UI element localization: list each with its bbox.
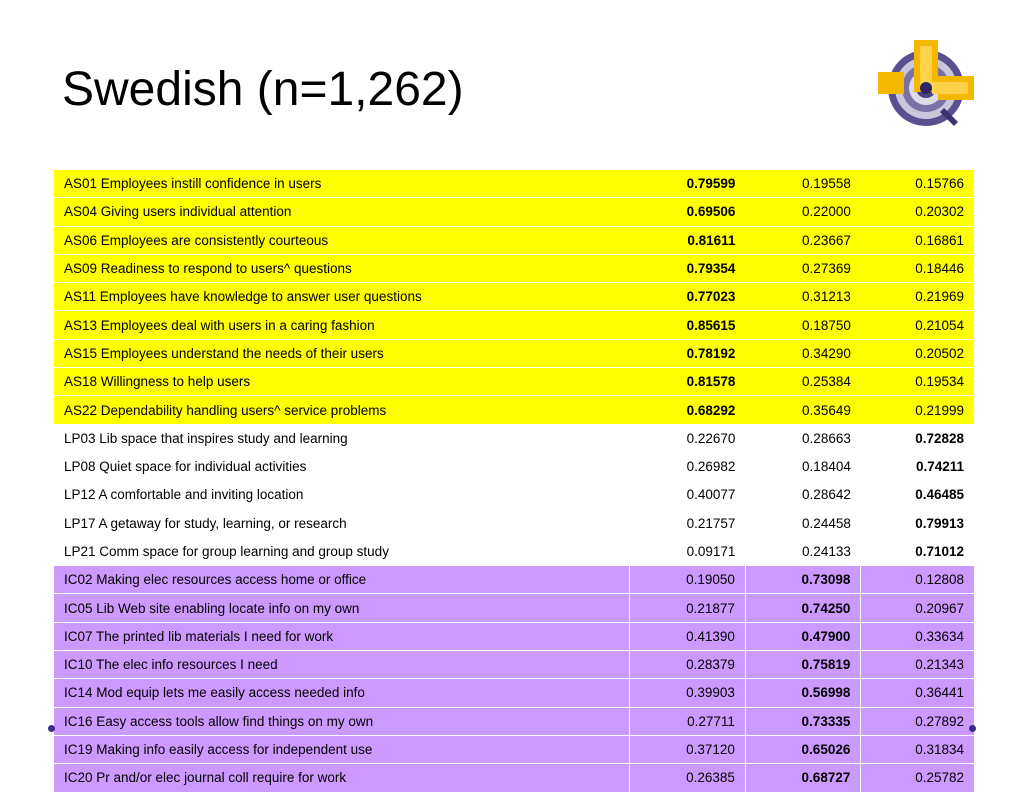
- item-label: AS13 Employees deal with users in a caring fashion: [54, 311, 630, 339]
- loading-value-1: 0.68292: [630, 396, 745, 424]
- loading-value-3: 0.18446: [861, 254, 974, 282]
- loading-value-3: 0.20967: [861, 594, 974, 622]
- item-label: IC02 Making elec resources access home or office: [54, 566, 630, 594]
- loading-value-3: 0.72828: [861, 424, 974, 452]
- loading-value-2: 0.25384: [745, 368, 860, 396]
- item-label: LP08 Quiet space for individual activities: [54, 452, 630, 480]
- item-label: LP17 A getaway for study, learning, or research: [54, 509, 630, 537]
- item-label: AS15 Employees understand the needs of their users: [54, 339, 630, 367]
- item-label: AS09 Readiness to respond to users^ questions: [54, 254, 630, 282]
- loading-value-2: 0.74250: [745, 594, 860, 622]
- loading-value-1: 0.81578: [630, 368, 745, 396]
- table-row: [54, 537, 974, 565]
- clock-target-icon: [874, 36, 978, 132]
- loading-value-1: 0.79599: [630, 170, 745, 198]
- item-label: IC05 Lib Web site enabling locate info on my own: [54, 594, 630, 622]
- loading-value-2: 0.31213: [745, 283, 860, 311]
- loading-value-3: 0.74211: [861, 452, 974, 480]
- item-label: IC16 Easy access tools allow find things on my own: [54, 707, 630, 735]
- loading-value-3: 0.12808: [861, 566, 974, 594]
- loading-value-2: 0.18750: [745, 311, 860, 339]
- loading-value-1: 0.81611: [630, 226, 745, 254]
- item-label: LP03 Lib space that inspires study and learning: [54, 424, 630, 452]
- loading-value-3: 0.46485: [861, 481, 974, 509]
- loading-value-2: 0.75819: [745, 651, 860, 679]
- loading-value-3: 0.21999: [861, 396, 974, 424]
- loading-value-2: 0.34290: [745, 339, 860, 367]
- loading-value-3: 0.21969: [861, 283, 974, 311]
- loading-value-2: 0.19558: [745, 170, 860, 198]
- loading-value-1: 0.26982: [630, 452, 745, 480]
- loading-value-3: 0.21054: [861, 311, 974, 339]
- loading-value-1: 0.26385: [630, 764, 745, 792]
- table-row: [54, 566, 974, 594]
- loading-value-2: 0.23667: [745, 226, 860, 254]
- loading-value-2: 0.27369: [745, 254, 860, 282]
- table-row: [54, 481, 974, 509]
- table-row: [54, 254, 974, 282]
- table-row: [54, 368, 974, 396]
- loading-value-2: 0.56998: [745, 679, 860, 707]
- loading-value-1: 0.21877: [630, 594, 745, 622]
- loading-value-2: 0.73335: [745, 707, 860, 735]
- table-row: [54, 424, 974, 452]
- table-row: [54, 735, 974, 763]
- item-label: IC10 The elec info resources I need: [54, 651, 630, 679]
- item-label: AS06 Employees are consistently courteous: [54, 226, 630, 254]
- table-row: [54, 622, 974, 650]
- item-label: LP12 A comfortable and inviting location: [54, 481, 630, 509]
- table-row: [54, 594, 974, 622]
- item-label: LP21 Comm space for group learning and group study: [54, 537, 630, 565]
- loading-value-3: 0.33634: [861, 622, 974, 650]
- loading-value-2: 0.22000: [745, 198, 860, 226]
- item-label: AS11 Employees have knowledge to answer user questions: [54, 283, 630, 311]
- loading-value-2: 0.28642: [745, 481, 860, 509]
- item-label: IC20 Pr and/or elec journal coll require for work: [54, 764, 630, 792]
- table-row: [54, 396, 974, 424]
- loading-value-1: 0.22670: [630, 424, 745, 452]
- loading-value-3: 0.16861: [861, 226, 974, 254]
- loading-value-2: 0.73098: [745, 566, 860, 594]
- table-row: [54, 311, 974, 339]
- loading-value-1: 0.77023: [630, 283, 745, 311]
- loading-value-2: 0.65026: [745, 735, 860, 763]
- table-row: [54, 226, 974, 254]
- loading-value-3: 0.20302: [861, 198, 974, 226]
- loading-value-3: 0.79913: [861, 509, 974, 537]
- loading-value-1: 0.85615: [630, 311, 745, 339]
- table-row: [54, 679, 974, 707]
- table-row: [54, 283, 974, 311]
- loading-value-3: 0.19534: [861, 368, 974, 396]
- loading-value-2: 0.47900: [745, 622, 860, 650]
- item-label: AS18 Willingness to help users: [54, 368, 630, 396]
- loading-value-3: 0.36441: [861, 679, 974, 707]
- page-title: Swedish (n=1,262): [62, 63, 464, 116]
- loading-value-3: 0.15766: [861, 170, 974, 198]
- loading-value-2: 0.35649: [745, 396, 860, 424]
- loading-value-1: 0.41390: [630, 622, 745, 650]
- loading-value-1: 0.78192: [630, 339, 745, 367]
- item-label: AS22 Dependability handling users^ service problems: [54, 396, 630, 424]
- item-label: IC19 Making info easily access for independent use: [54, 735, 630, 763]
- loading-value-1: 0.09171: [630, 537, 745, 565]
- loading-value-3: 0.27892: [861, 707, 974, 735]
- loading-value-1: 0.27711: [630, 707, 745, 735]
- loading-value-2: 0.24458: [745, 509, 860, 537]
- loading-value-1: 0.79354: [630, 254, 745, 282]
- item-label: IC14 Mod equip lets me easily access needed info: [54, 679, 630, 707]
- loading-value-3: 0.71012: [861, 537, 974, 565]
- loading-value-1: 0.28379: [630, 651, 745, 679]
- loading-value-2: 0.28663: [745, 424, 860, 452]
- loading-value-3: 0.31834: [861, 735, 974, 763]
- item-label: IC07 The printed lib materials I need for work: [54, 622, 630, 650]
- loading-value-1: 0.19050: [630, 566, 745, 594]
- loading-value-3: 0.25782: [861, 764, 974, 792]
- loading-value-1: 0.39903: [630, 679, 745, 707]
- loading-value-1: 0.37120: [630, 735, 745, 763]
- factor-loadings-table: [54, 170, 974, 793]
- item-label: AS01 Employees instill confidence in users: [54, 170, 630, 198]
- loading-value-3: 0.20502: [861, 339, 974, 367]
- loading-value-2: 0.18404: [745, 452, 860, 480]
- loading-value-3: 0.21343: [861, 651, 974, 679]
- table-row: [54, 339, 974, 367]
- item-label: AS04 Giving users individual attention: [54, 198, 630, 226]
- table-row: [54, 509, 974, 537]
- table-row: [54, 651, 974, 679]
- table-row: [54, 452, 974, 480]
- loading-value-2: 0.68727: [745, 764, 860, 792]
- loading-value-1: 0.21757: [630, 509, 745, 537]
- table-row: [54, 198, 974, 226]
- loading-value-1: 0.40077: [630, 481, 745, 509]
- loading-value-2: 0.24133: [745, 537, 860, 565]
- loading-value-1: 0.69506: [630, 198, 745, 226]
- footer-dot-left: [48, 725, 55, 732]
- table-row: [54, 707, 974, 735]
- table-row: [54, 170, 974, 198]
- footer-dot-right: [969, 725, 976, 732]
